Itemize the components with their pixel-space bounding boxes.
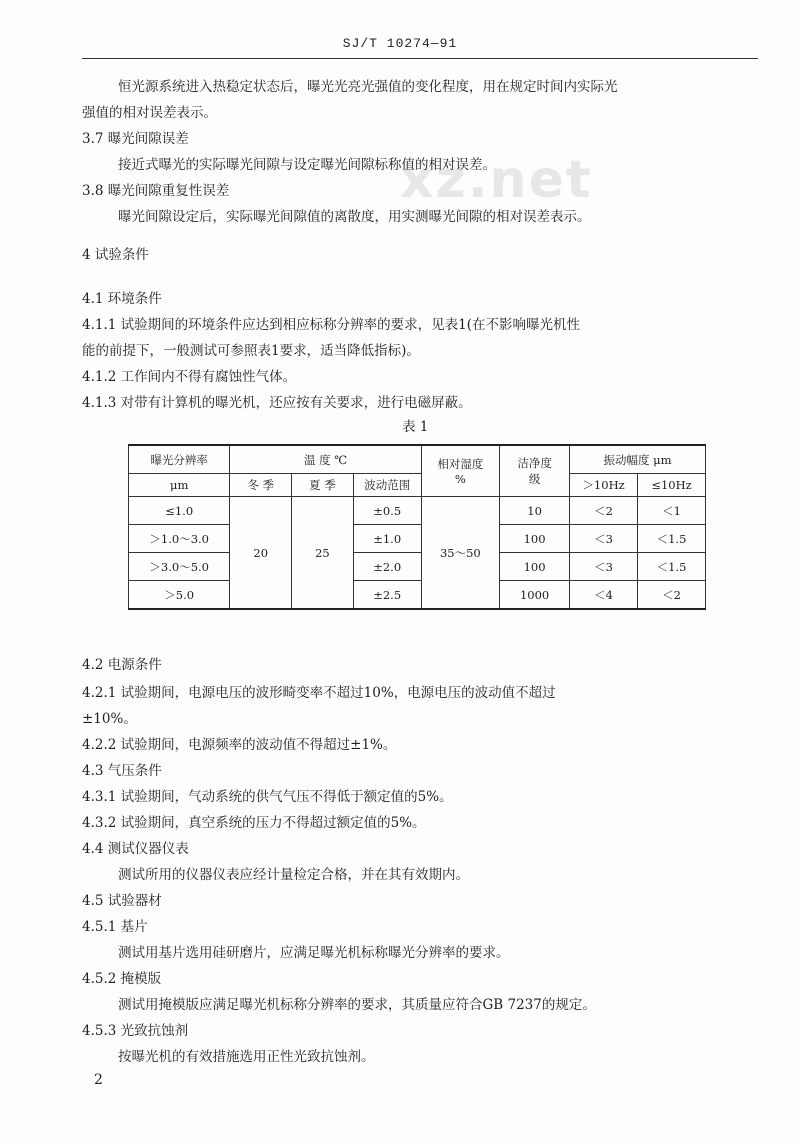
cell-vib-high: ＜3 bbox=[570, 553, 638, 581]
table-row bbox=[129, 553, 706, 581]
cell-vib-low: ＜1.5 bbox=[638, 525, 706, 553]
cell-fluctuation: ±2.0 bbox=[353, 553, 421, 581]
header-rule bbox=[82, 58, 758, 59]
paragraph-line: 按曝光机的有效措施选用正性光致抗蚀剂。 bbox=[118, 1049, 375, 1065]
page-number: 2 bbox=[94, 1072, 103, 1088]
cell-winter: 20 bbox=[230, 497, 292, 610]
paragraph-line: 4.2.2 试验期间，电源频率的波动值不得超过±1%。 bbox=[82, 737, 397, 753]
section-heading: 4.5.2 掩模版 bbox=[82, 971, 162, 987]
cell-cleanliness: 100 bbox=[500, 525, 570, 553]
section-heading: 4.1 环境条件 bbox=[82, 291, 162, 307]
section-heading: 4 试验条件 bbox=[82, 247, 149, 263]
section-heading: 4.3 气压条件 bbox=[82, 763, 162, 779]
section-heading: 4.4 测试仪器仪表 bbox=[82, 841, 189, 857]
table-row bbox=[129, 497, 706, 525]
col-resolution: 曝光分辨率 bbox=[129, 445, 230, 474]
paragraph-line: 测试所用的仪器仪表应经计量检定合格，并在其有效期内。 bbox=[118, 867, 469, 883]
cell-humidity: 35～50 bbox=[421, 497, 499, 610]
paragraph-line: 4.3.1 试验期间，气动系统的供气气压不得低于额定值的5%。 bbox=[82, 789, 453, 805]
table-row bbox=[129, 581, 706, 610]
paragraph-line: 强值的相对误差表示。 bbox=[82, 105, 217, 121]
cell-fluctuation: ±1.0 bbox=[353, 525, 421, 553]
col-summer: 夏 季 bbox=[292, 474, 354, 497]
paragraph-line: ±10%。 bbox=[82, 711, 137, 727]
document-code: SJ/T 10274—91 bbox=[342, 36, 458, 51]
section-heading: 3.7 曝光间隙误差 bbox=[82, 131, 189, 147]
section-heading: 4.2 电源条件 bbox=[82, 657, 162, 673]
cell-resolution: ＞1.0～3.0 bbox=[129, 525, 230, 553]
cell-vib-high: ＜3 bbox=[570, 525, 638, 553]
paragraph-line: 4.2.1 试验期间，电源电压的波形畸变率不超过10%，电源电压的波动值不超过 bbox=[82, 685, 556, 701]
cell-fluctuation: ±0.5 bbox=[353, 497, 421, 525]
col-humidity: 相对湿度 % bbox=[421, 445, 499, 497]
cell-resolution: ＞5.0 bbox=[129, 581, 230, 610]
col-winter: 冬 季 bbox=[230, 474, 292, 497]
cell-summer: 25 bbox=[292, 497, 354, 610]
col-vibration: 振动幅度 μm bbox=[570, 445, 706, 474]
cell-vib-high: ＜2 bbox=[570, 497, 638, 525]
paragraph-line: 测试用掩模版应满足曝光机标称分辨率的要求，其质量应符合GB 7237的规定。 bbox=[118, 997, 596, 1013]
environment-table bbox=[128, 444, 706, 610]
paragraph-line: 4.1.3 对带有计算机的曝光机，还应按有关要求，进行电磁屏蔽。 bbox=[82, 395, 472, 411]
table-caption: 表 1 bbox=[402, 419, 429, 435]
paragraph-line: 4.1.2 工作间内不得有腐蚀性气体。 bbox=[82, 369, 297, 385]
cell-cleanliness: 1000 bbox=[500, 581, 570, 610]
paragraph-line: 4.1.1 试验期间的环境条件应达到相应标称分辨率的要求，见表1(在不影响曝光机性 bbox=[82, 317, 580, 333]
section-heading: 4.5.3 光致抗蚀剂 bbox=[82, 1023, 189, 1039]
table-row bbox=[129, 525, 706, 553]
paragraph-line: 4.3.2 试验期间，真空系统的压力不得超过额定值的5%。 bbox=[82, 815, 426, 831]
cell-cleanliness: 100 bbox=[500, 553, 570, 581]
col-temperature: 温 度 ℃ bbox=[230, 445, 421, 474]
watermark: xz.net bbox=[400, 150, 593, 210]
paragraph-line: 曝光间隙设定后，实际曝光间隙值的离散度，用实测曝光间隙的相对误差表示。 bbox=[118, 209, 591, 225]
cell-vib-high: ＜4 bbox=[570, 581, 638, 610]
cell-vib-low: ＜2 bbox=[638, 581, 706, 610]
paragraph-line: 能的前提下，一般测试可参照表1要求，适当降低指标)。 bbox=[82, 343, 420, 359]
cell-fluctuation: ±2.5 bbox=[353, 581, 421, 610]
paragraph-line: 接近式曝光的实际曝光间隙与设定曝光间隙标称值的相对误差。 bbox=[118, 157, 496, 173]
cell-vib-low: ＜1 bbox=[638, 497, 706, 525]
resolution-unit: μm bbox=[129, 474, 230, 497]
section-heading: 3.8 曝光间隙重复性误差 bbox=[82, 183, 230, 199]
col-freq-high: ＞10Hz bbox=[570, 474, 638, 497]
cell-resolution: ≤1.0 bbox=[129, 497, 230, 525]
cell-cleanliness: 10 bbox=[500, 497, 570, 525]
paragraph-line: 测试用基片选用硅研磨片，应满足曝光机标称曝光分辨率的要求。 bbox=[118, 945, 510, 961]
section-heading: 4.5 试验器材 bbox=[82, 893, 162, 909]
paragraph-line: 恒光源系统进入热稳定状态后，曝光光亮光强值的变化程度，用在规定时间内实际光 bbox=[118, 79, 618, 95]
col-cleanliness: 洁净度 级 bbox=[500, 445, 570, 497]
col-freq-low: ≤10Hz bbox=[638, 474, 706, 497]
section-heading: 4.5.1 基片 bbox=[82, 919, 148, 935]
col-fluctuation: 波动范围 bbox=[353, 474, 421, 497]
cell-vib-low: ＜1.5 bbox=[638, 553, 706, 581]
cell-resolution: ＞3.0～5.0 bbox=[129, 553, 230, 581]
